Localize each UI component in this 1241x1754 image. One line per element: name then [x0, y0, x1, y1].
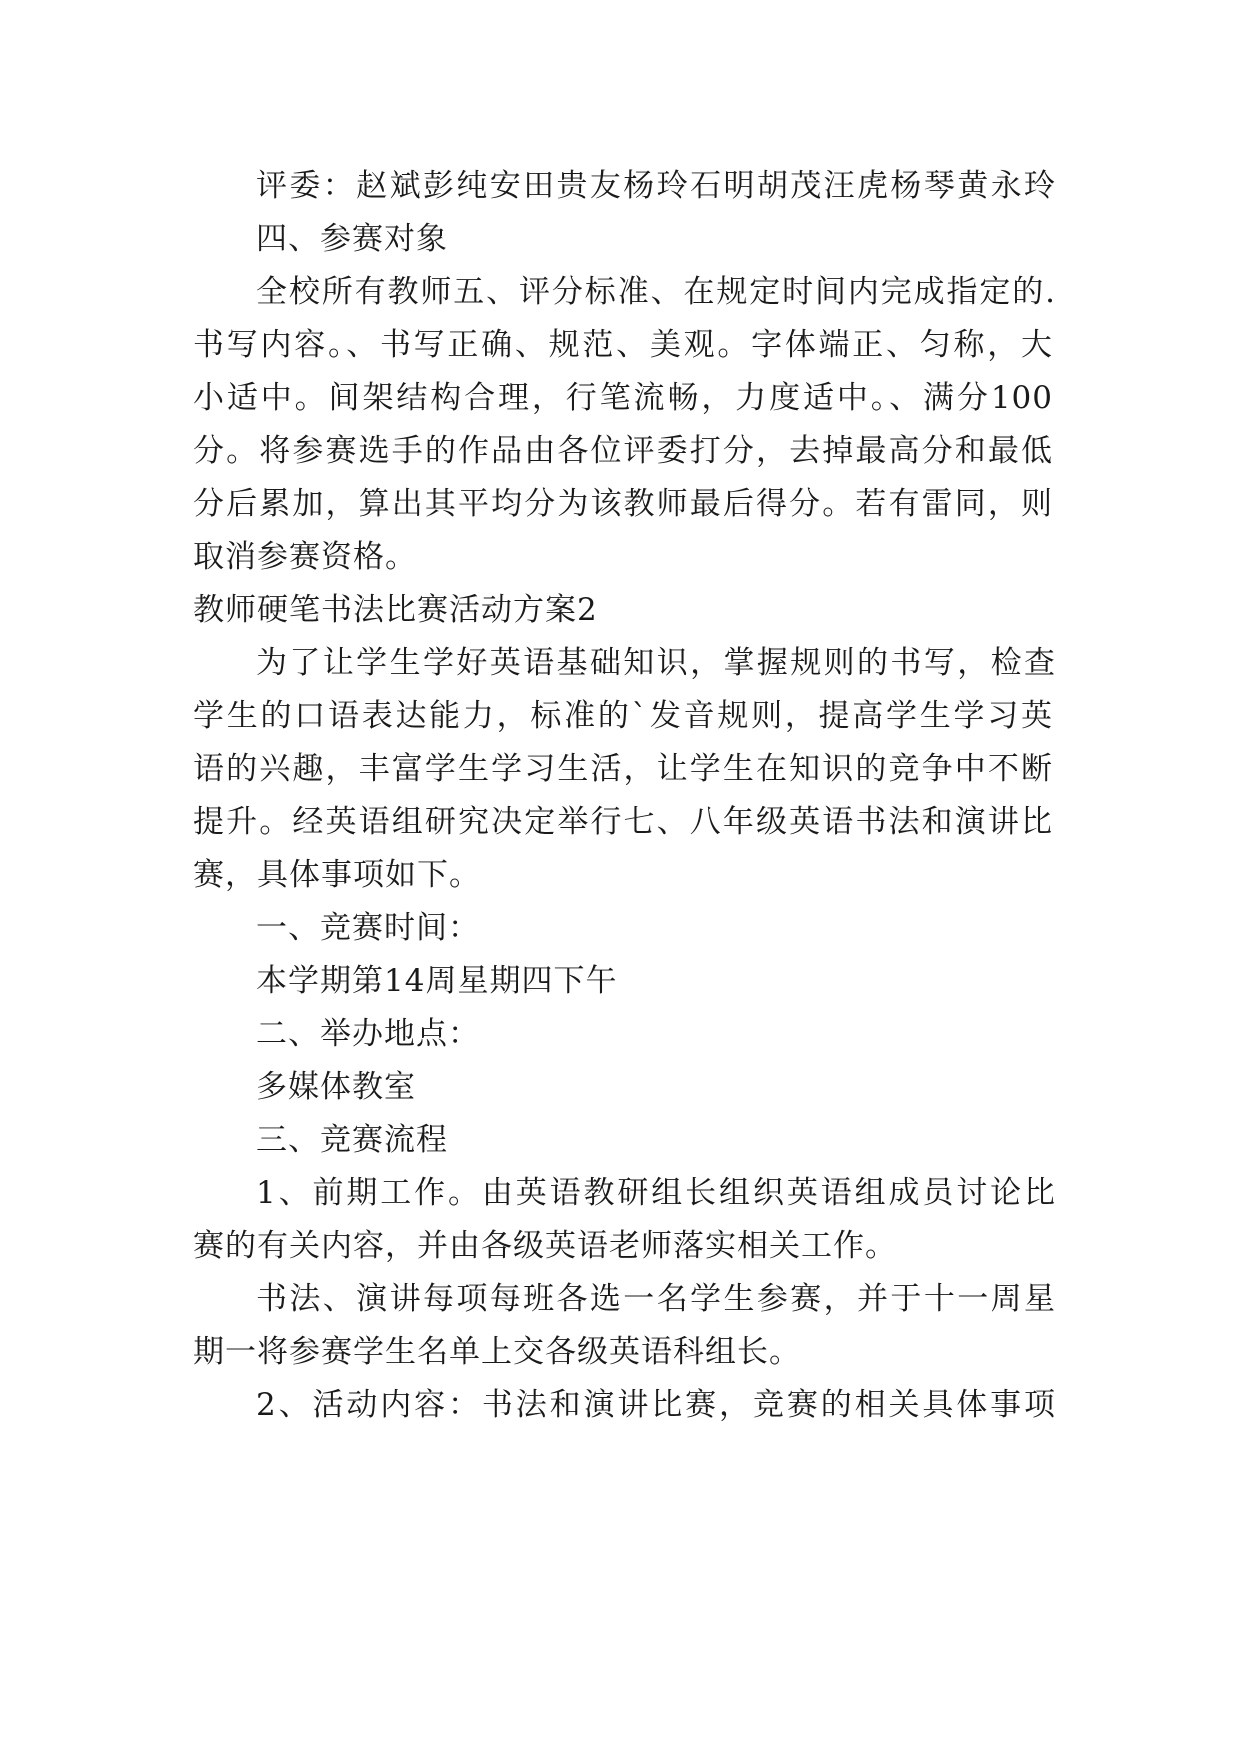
paragraph-line: 赛的有关内容，并由各级英语老师落实相关工作。 [193, 1228, 897, 1264]
competition-venue: 多媒体教室 [256, 1069, 416, 1105]
document-title: 教师硬笔书法比赛活动方案2 [193, 592, 598, 628]
paragraph-line: 学生的口语表达能力，标准的`发音规则，提高学生学习英 [193, 698, 1053, 734]
paragraph-line: 取消参赛资格。 [193, 539, 417, 575]
section-heading-participants: 四、参赛对象 [256, 221, 448, 257]
paragraph-line: 为了让学生学好英语基础知识，掌握规则的书写，检查 [256, 645, 1056, 681]
paragraph-line: 书法、演讲每项每班各选一名学生参赛，并于十一周星 [256, 1281, 1056, 1317]
paragraph-line: 期一将参赛学生名单上交各级英语科组长。 [193, 1334, 801, 1370]
judges-line: 评委：赵斌彭纯安田贵友杨玲石明胡茂汪虎杨琴黄永玲 [256, 168, 1056, 204]
paragraph-line: 书写内容。、书写正确、规范、美观。字体端正、匀称，大 [193, 327, 1053, 363]
section-heading-venue: 二、举办地点： [256, 1016, 480, 1052]
paragraph-line: 提升。经英语组研究决定举行七、八年级英语书法和演讲比 [193, 804, 1053, 840]
paragraph-line: 全校所有教师五、评分标准、在规定时间内完成指定的. [256, 274, 1056, 310]
paragraph-line: 分后累加，算出其平均分为该教师最后得分。若有雷同，则 [193, 486, 1053, 522]
paragraph-line: 分。将参赛选手的作品由各位评委打分，去掉最高分和最低 [193, 433, 1053, 469]
paragraph-line: 2、活动内容：书法和演讲比赛，竞赛的相关具体事项 [256, 1387, 1056, 1423]
paragraph-line: 小适中。间架结构合理，行笔流畅，力度适中。、满分100 [193, 380, 1053, 416]
section-heading-process: 三、竞赛流程 [256, 1122, 448, 1158]
paragraph-line: 语的兴趣，丰富学生学习生活，让学生在知识的竞争中不断 [193, 751, 1053, 787]
competition-time: 本学期第14周星期四下午 [256, 963, 618, 999]
paragraph-line: 赛，具体事项如下。 [193, 857, 481, 893]
paragraph-line: 1、前期工作。由英语教研组长组织英语组成员讨论比 [256, 1175, 1056, 1211]
section-heading-time: 一、竞赛时间： [256, 910, 480, 946]
